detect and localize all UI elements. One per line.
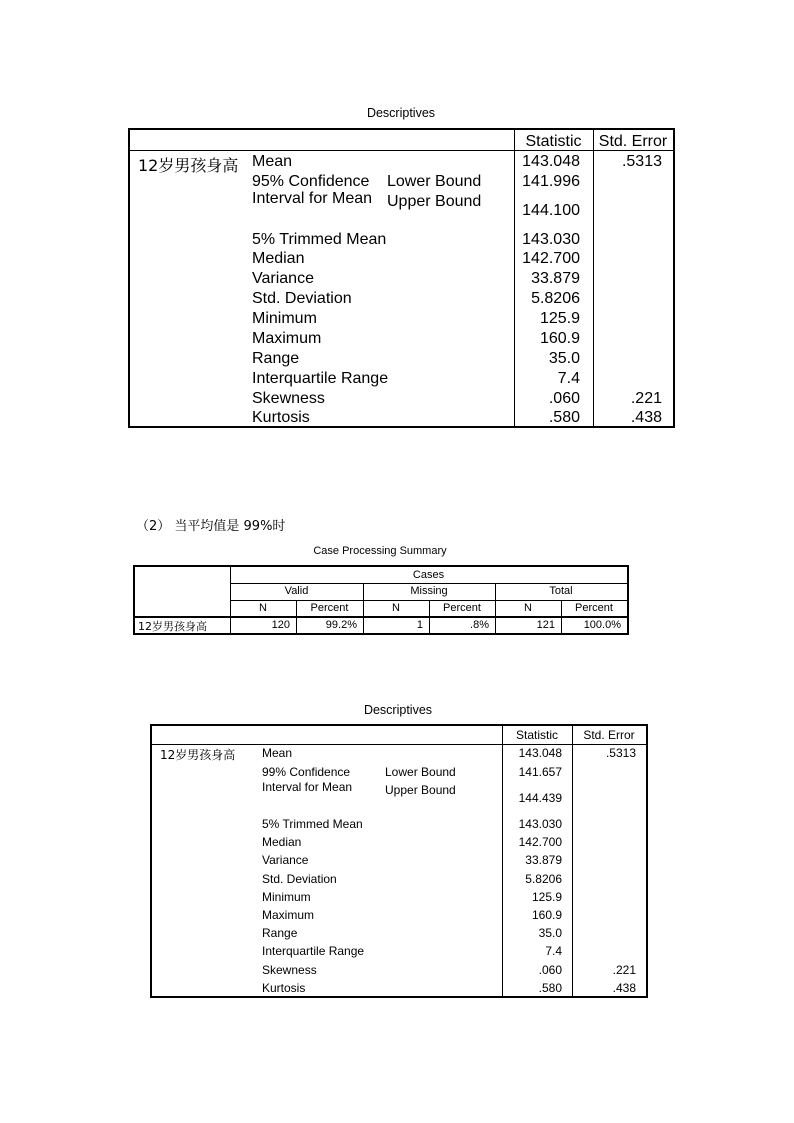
lower-bound-label: Lower Bound (385, 765, 456, 779)
row-label-mean: Mean (252, 153, 293, 170)
stat-value: 143.030 (518, 817, 562, 831)
std-error-value: .221 (612, 963, 636, 977)
cps-value: 120 (271, 619, 290, 631)
sub-header: N (524, 602, 532, 614)
row-label: Minimum (252, 310, 317, 327)
stat-value: 142.700 (522, 250, 580, 267)
row-label: Range (252, 350, 300, 367)
row-label: 5% Trimmed Mean (252, 231, 387, 248)
std-error-value: .5313 (605, 746, 636, 760)
group-total: Total (549, 585, 573, 597)
row-label: Skewness (262, 963, 317, 977)
stat-value: .580 (548, 409, 580, 426)
row-label: Maximum (252, 330, 322, 347)
row-label: Std. Deviation (252, 290, 352, 307)
ci-label-line2: Interval for Mean (262, 780, 353, 794)
stat-value: 35.0 (548, 350, 580, 367)
row-label: Kurtosis (262, 981, 306, 995)
variable-label: 12岁男孩身高 (138, 620, 207, 633)
upper-bound-label: Upper Bound (387, 193, 482, 210)
variable-label: 12岁男孩身高 (138, 156, 239, 175)
row-label: Median (262, 835, 302, 849)
row-label: Variance (262, 853, 309, 867)
stat-value: 7.4 (545, 944, 562, 958)
cps-value: 100.0% (583, 619, 621, 631)
row-label: Skewness (252, 390, 325, 407)
stat-value: 5.8206 (525, 872, 562, 886)
lower-bound-label: Lower Bound (387, 173, 482, 190)
descriptives-1-table (128, 128, 675, 428)
descriptives-1-title: Descriptives (366, 106, 436, 120)
row-label: Range (262, 926, 298, 940)
stat-value: 33.879 (525, 853, 562, 867)
row-label: Std. Deviation (262, 872, 337, 886)
std-error-value: .438 (630, 409, 662, 426)
stat-value: 143.030 (522, 231, 580, 248)
row-label: Maximum (262, 908, 315, 922)
cps-value: 1 (416, 619, 423, 631)
sub-header: Percent (310, 602, 349, 614)
std-error-header: Std. Error (583, 728, 635, 742)
cps-value: .8% (470, 619, 489, 631)
group-missing: Missing (410, 585, 448, 597)
row-label: Interquartile Range (262, 944, 365, 958)
stat-value: .060 (548, 390, 580, 407)
stat-value: 125.9 (531, 890, 562, 904)
stat-value: 33.879 (531, 270, 580, 287)
std-error-header: Std. Error (598, 133, 668, 150)
sub-header: Percent (443, 602, 481, 614)
std-error-value: .5313 (621, 153, 662, 170)
cases-header: Cases (412, 569, 445, 581)
stat-value: 125.9 (539, 310, 580, 327)
stat-value: .060 (538, 963, 562, 977)
stat-value: 160.9 (539, 330, 580, 347)
stat-value: .580 (538, 981, 562, 995)
statistic-header: Statistic (525, 133, 582, 150)
case-processing-table (133, 565, 629, 635)
row-label-mean: Mean (262, 746, 293, 760)
group-valid: Valid (284, 585, 309, 597)
case-processing-title: Case Processing Summary (313, 545, 447, 557)
stat-value: 144.439 (518, 791, 562, 805)
stat-value: 141.657 (518, 765, 562, 779)
row-label: Minimum (262, 890, 311, 904)
ci-label-line1: 99% Confidence (262, 765, 351, 779)
stat-value: 141.996 (522, 173, 580, 190)
stat-value: 7.4 (557, 370, 580, 387)
stat-value: 5.8206 (531, 290, 580, 307)
descriptives-2-table (150, 724, 648, 998)
sub-header: Percent (575, 602, 613, 614)
ci-label-line1: 95% Confidence (252, 173, 370, 190)
statistic-header: Statistic (515, 728, 558, 742)
row-label: Kurtosis (252, 409, 310, 426)
std-error-value: .438 (612, 981, 636, 995)
row-label: 5% Trimmed Mean (262, 817, 363, 831)
upper-bound-label: Upper Bound (385, 783, 456, 797)
stat-value: 142.700 (518, 835, 562, 849)
section-heading: （2） 当平均值是 99%时 (136, 519, 286, 534)
stat-value: 144.100 (522, 202, 580, 219)
stat-value: 143.048 (518, 746, 562, 760)
sub-header: N (259, 602, 267, 614)
std-error-value: .221 (630, 390, 662, 407)
descriptives-2-title: Descriptives (363, 703, 433, 717)
cps-value: 99.2% (325, 619, 357, 631)
cps-value: 121 (536, 619, 555, 631)
stat-value: 143.048 (522, 153, 580, 170)
variable-label: 12岁男孩身高 (160, 748, 236, 762)
ci-label-line2: Interval for Mean (252, 190, 373, 207)
row-label: Median (252, 250, 305, 267)
stat-value: 160.9 (531, 908, 562, 922)
row-label: Interquartile Range (252, 370, 389, 387)
row-label: Variance (252, 270, 314, 287)
stat-value: 35.0 (538, 926, 562, 940)
sub-header: N (392, 602, 400, 614)
